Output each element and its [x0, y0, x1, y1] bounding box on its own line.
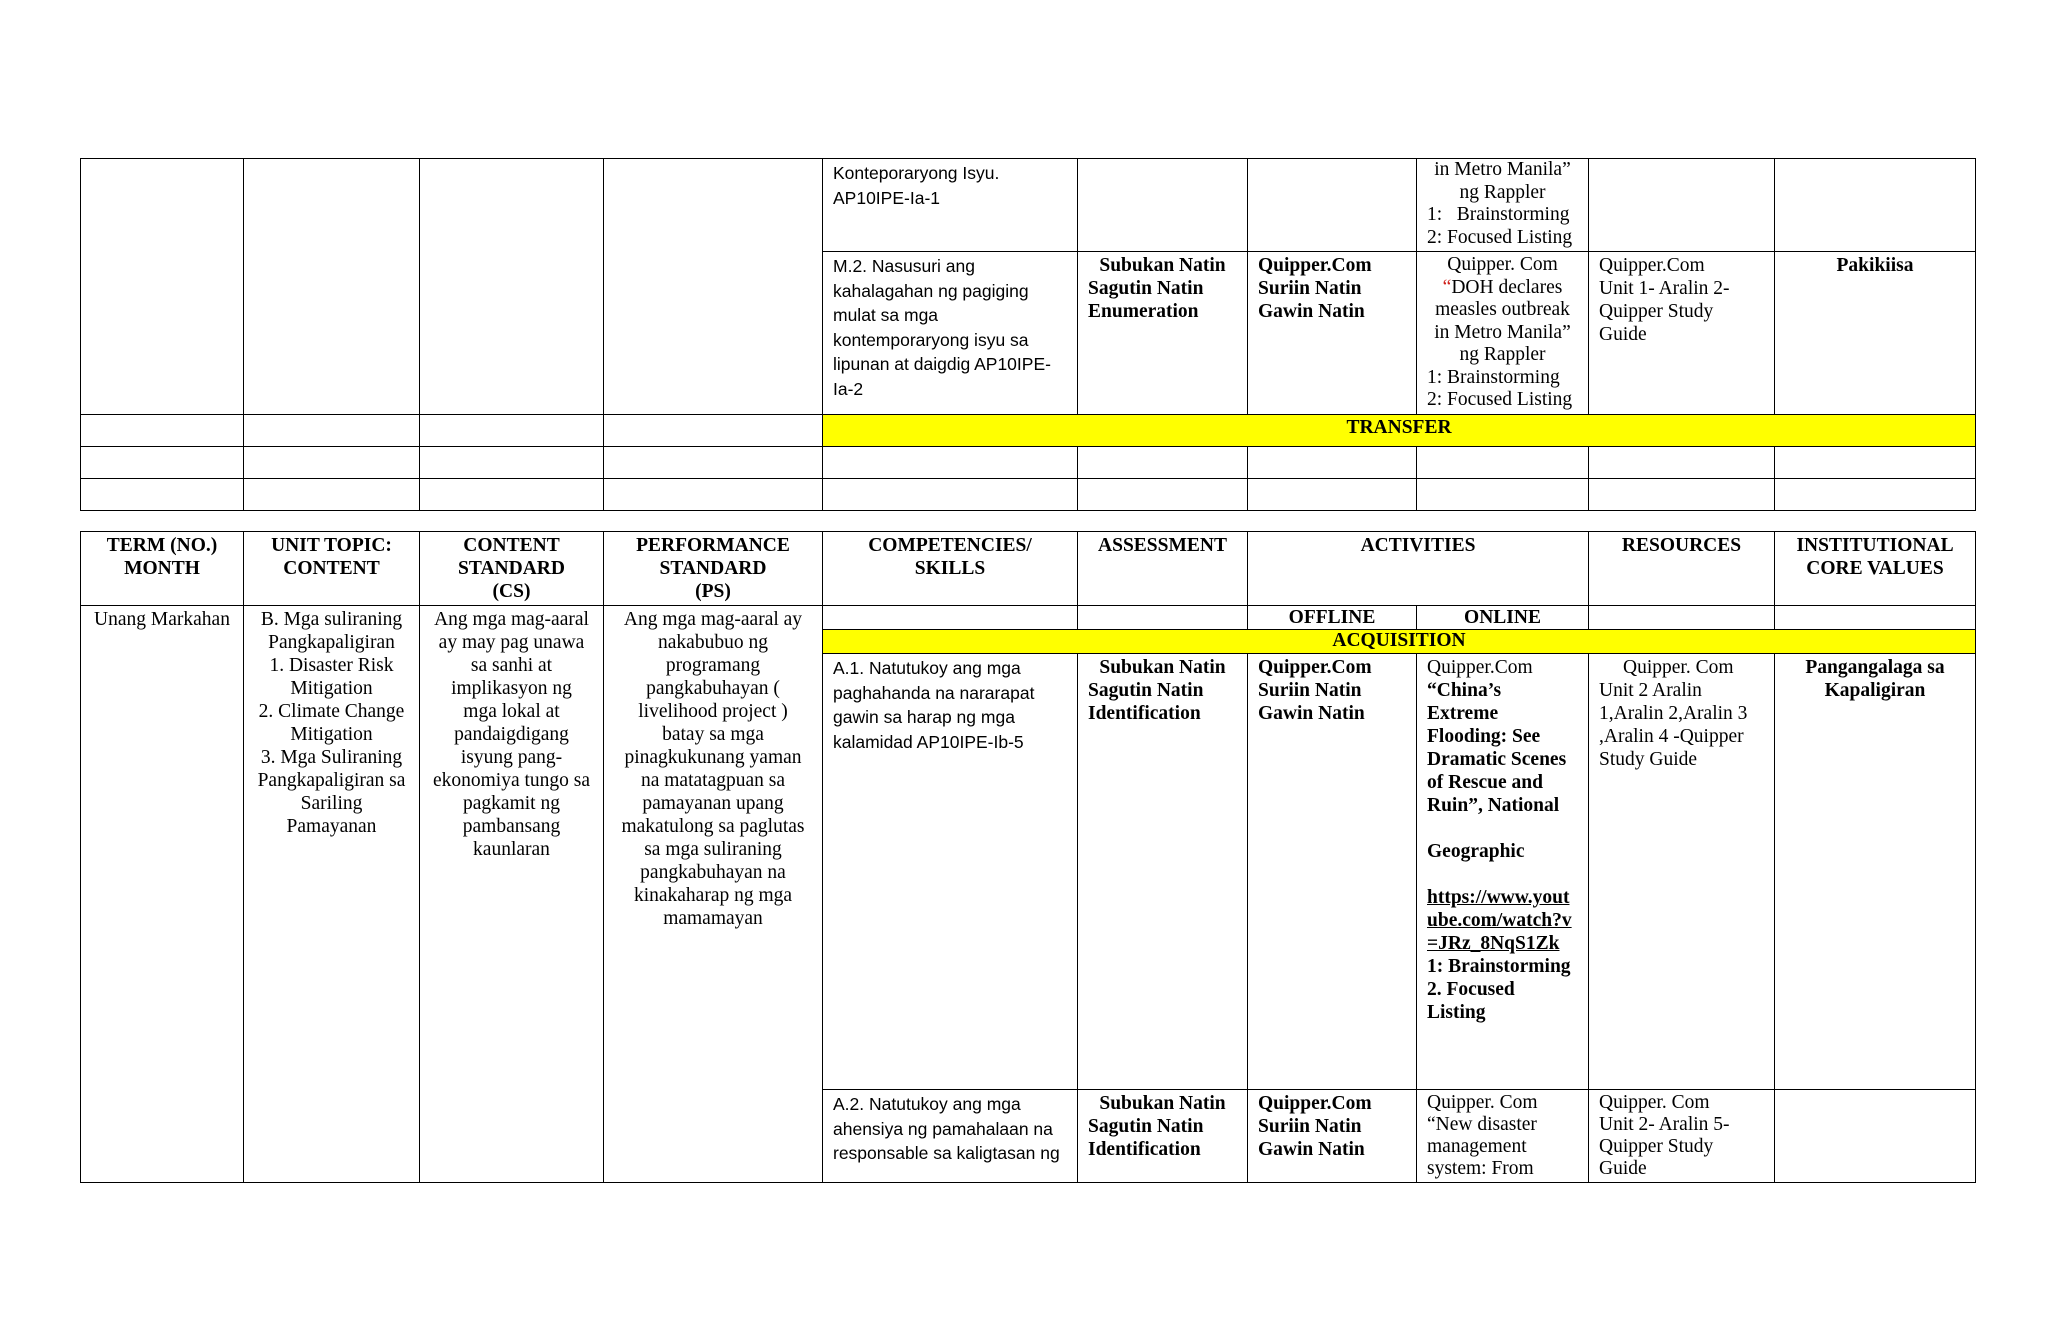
activities-header: ACTIVITIES	[1248, 532, 1589, 606]
unit-topic-header: UNIT TOPIC: CONTENT	[244, 532, 420, 606]
resources-cell: Quipper.Com Unit 1- Aralin 2- Quipper Study Guide	[1589, 252, 1775, 415]
core-value-cell: Pangangalaga sa Kapaligiran	[1775, 654, 1976, 1090]
competency-cell: M.2. Nasusuri ang kahalagahan ng pagiging mulat sa mga kontemporaryong isyu sa lipunan at daigdig AP10IPE- Ia-2	[823, 252, 1078, 415]
offline-subheader: OFFLINE	[1248, 606, 1417, 630]
assessment-header: ASSESSMENT	[1078, 532, 1248, 606]
table-row	[81, 606, 1976, 630]
resources-cell: Quipper. Com Unit 2 Aralin 1,Aralin 2,Aralin 3 ,Aralin 4 -Quipper Study Guide	[1589, 654, 1775, 1090]
assessment-cell: Subukan Natin Sagutin Natin Identification	[1078, 654, 1248, 1090]
offline-activity-cell: Quipper.Com Suriin Natin Gawin Natin	[1248, 654, 1417, 1090]
core-values-header: INSTITUTIONAL CORE VALUES	[1775, 532, 1976, 606]
online-activity-cell: Quipper. Com “DOH declares measles outbreak in Metro Manila” ng Rappler 1: Brainstorming 2: Focused Listing	[1417, 252, 1589, 415]
resources-cell: Quipper. Com Unit 2- Aralin 5- Quipper Study Guide	[1589, 1090, 1775, 1183]
table-row	[81, 414, 1976, 446]
curriculum-table-continued	[80, 158, 1976, 511]
online-activity-cell: Quipper. Com “New disaster management system: From	[1417, 1090, 1589, 1183]
core-value-cell: Pakikiisa	[1775, 252, 1976, 415]
transfer-banner: TRANSFER	[823, 414, 1976, 446]
online-activity-cell: in Metro Manila” ng Rappler 1: Brainstorming 2: Focused Listing	[1417, 159, 1589, 252]
term-cell: Unang Markahan	[81, 606, 244, 1183]
assessment-cell: Subukan Natin Sagutin Natin Identification	[1078, 1090, 1248, 1183]
competencies-header: COMPETENCIES/ SKILLS	[823, 532, 1078, 606]
offline-activity-cell: Quipper.Com Suriin Natin Gawin Natin	[1248, 1090, 1417, 1183]
competency-cell: A.1. Natutukoy ang mga paghahanda na nararapat gawin sa harap ng mga kalamidad AP10IPE-Ib-5	[823, 654, 1078, 1090]
acquisition-banner: ACQUISITION	[823, 630, 1976, 654]
table-row	[81, 446, 1976, 478]
video-link[interactable]: https://www.yout ube.com/watch?v =JRz_8NqS1Zk	[1427, 887, 1572, 954]
online-subheader: ONLINE	[1417, 606, 1589, 630]
assessment-cell: Subukan Natin Sagutin Natin Enumeration	[1078, 252, 1248, 415]
resources-header: RESOURCES	[1589, 532, 1775, 606]
curriculum-table	[80, 531, 1976, 1183]
unit-topic-cell: B. Mga suliraning Pangkapaligiran 1. Disaster Risk Mitigation 2. Climate Change Mitigation 3. Mga Suliraning Pangkapaligiran sa Sariling Pamayanan	[244, 606, 420, 1183]
header-row	[81, 532, 1976, 606]
online-activity-cell: Quipper.Com “China’s Extreme Flooding: See Dramatic Scenes of Rescue and Ruin”, National Geographic https://www.yout ube.com/watch?v =JRz_8NqS1Zk 1: Brainstorming 2. Focused Listing	[1417, 654, 1589, 1090]
table-row	[81, 159, 1976, 252]
competency-cell: A.2. Natutukoy ang mga ahensiya ng pamahalaan na responsable sa kaligtasan ng	[823, 1090, 1078, 1183]
table-row	[81, 478, 1976, 510]
competency-cell: Konteporaryong Isyu. AP10IPE-Ia-1	[823, 159, 1078, 252]
content-standard-cell: Ang mga mag-aaral ay may pag unawa sa sanhi at implikasyon ng mga lokal at pandaigdigang isyung pang- ekonomiya tungo sa pagkamit ng pambansang kaunlaran	[420, 606, 604, 1183]
performance-standard-cell: Ang mga mag-aaral ay nakabubuo ng programang pangkabuhayan ( livelihood project ) batay sa mga pinagkukunang yaman na matatagpuan sa pamayanan upang makatulong sa paglutas sa mga suliraning pangkabuhayan na kinakaharap ng mga mamamayan	[604, 606, 823, 1183]
performance-standard-header: PERFORMANCE STANDARD (PS)	[604, 532, 823, 606]
term-header: TERM (NO.) MONTH	[81, 532, 244, 606]
offline-activity-cell: Quipper.Com Suriin Natin Gawin Natin	[1248, 252, 1417, 415]
content-standard-header: CONTENT STANDARD (CS)	[420, 532, 604, 606]
